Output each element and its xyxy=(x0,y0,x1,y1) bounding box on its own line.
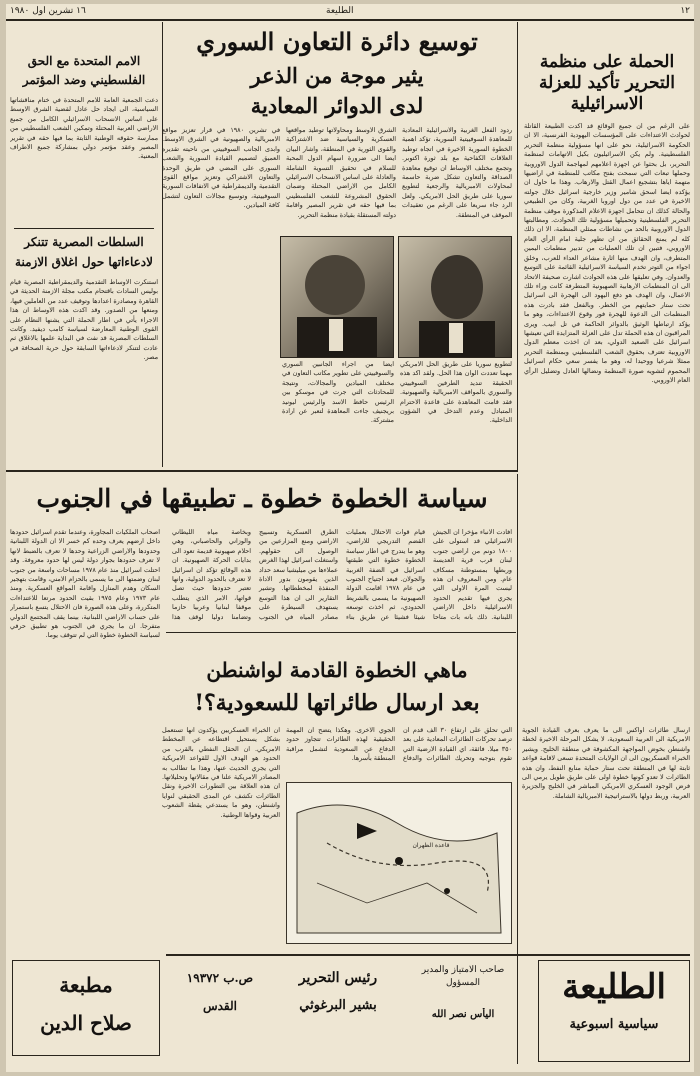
page-number: ١٢ xyxy=(680,6,690,16)
syria-ussr-caption-left: ايضا من اجراء الجانبين السوري والسوفييتي على تطوير مكاتب التعاون في مختلف الميادين والمجالات، ونتيجة للمحادثات التي جرت في موسكو بين الرئيس حافظ الاسد والرئيس ليونيد بريجنيف جاءت المعاهدة لتعبر عن ارادة مشتركة. xyxy=(282,360,394,425)
city: القدس xyxy=(202,999,237,1013)
portrait-silhouette-icon xyxy=(399,237,511,357)
editor-name: بشير البرغوثي xyxy=(299,998,377,1013)
south-lebanon-headline: سياسة الخطوة خطوة ـ تطبيقها في الجنوب xyxy=(36,484,488,513)
awacs-subheadline: بعد ارسال طائراتها للسعودية؟! xyxy=(194,690,480,716)
header-rule xyxy=(6,19,694,21)
editor-title: رئيس التحرير xyxy=(298,970,378,986)
map-drawing xyxy=(287,783,511,943)
section-rule xyxy=(166,632,516,633)
printer-title: مطبعة xyxy=(59,973,113,997)
awacs-body-right: ارسال طائرات اواكس الى ما يعرف بعرف القيادة الجوية الامريكية الى العربية السعودية، لا يشكل المرحلة الاخيرة لخطة واشنطن بخوض المواجهة المكشوفة في منطقة الخليج. ويشير الخبراء العسكريون الى ان الولايات المتحدة تسعى لاقامة قواعد ثابتة لها في المنطقة تحت ستار حماية منابع النفط، وان هذه الطائرات لا تعدو كونها خطوة اولى على طريق طويل يرمي الى فرض الوجود العسكري الامريكي المباشر في الخليج والجزيرة العربية، وربط دولها بالاستراتيجية الامبريالية الشاملة. xyxy=(522,726,690,800)
masthead-logo-subtitle: سياسية اسبوعية xyxy=(569,1017,659,1032)
printer-name: صلاح الدين xyxy=(40,1011,132,1035)
page-header xyxy=(6,4,694,18)
syria-ussr-body-col2: الشرق الاوسط ومحاولاتها توطيد مواقعها العسكرية والسياسية ضد الاشتراكية والقوى الثورية في المنطقة، واشار البيان ايضا الى ضرورة اسهام الدول المحبة للسلام في تحقيق التسوية الشاملة والعادلة على اساس الانسحاب الاسرائيلي الكامل من الاراضي المحتلة وضمان الحقوق المشروعة للشعب الفلسطيني بما فيها حقه في تقرير المصير واقامة دولته المستقلة بقيادة منظمة التحرير. xyxy=(286,126,396,219)
section-rule xyxy=(6,470,518,472)
gulf-region-map xyxy=(286,782,512,944)
map-label: قاعدة الظهران xyxy=(412,842,450,849)
un-headline: الامم المتحدة مع الحق الفلسطيني وضد المؤتمر xyxy=(22,54,146,87)
egypt-article-body: استنكرت الاوساط التقدمية والديمقراطية المصرية قيام بوليس السادات باقتحام مكتب مجلة الازمنة الحديثة في القاهرة ومصادرة اعدادها وتوقيف عدد من العاملين فيها، ومنعها من الصدور. وقد اكدت هذه الاوساط ان هذا الاجراء يأتي في اطار الحملة التي يشنها النظام على القوى الوطنية المعارضة لسياسة كامب ديفيد. وكانت السلطات المصرية قد نفت في البداية علمها بالاغلاق ثم عادت لتتنكر لادعاءاتها السابقة حول حرية الصحافة في مصر. xyxy=(10,278,158,362)
syria-ussr-body-col3: في تشرين ١٩٨٠ في قرار تعزيز مواقع الامبريالية والصهيونية في الشرق الاوسط. وابدى الجانب السوفييتي من ناحيته تقديره العميق لتصميم القيادة السورية والشعب السوري على المضي في طريق الوحدة والتعاون الاشتراكي وتعزيز مواقع القوى التقدمية والديمقراطية في الاتفاقات السورية السوفييتية، وتوسيع مجالات التعاون لتشمل كافة الميادين. xyxy=(162,126,280,210)
awacs-body-left: ان الخبراء العسكريين يؤكدون انها تستعمل بشكل يستحيل اقتطاعه عن المخطط الامريكي. ان الحقل النفطي بالقرب من الحدود هو الهدف الاول للقواعد الامريكية التي يجري الحديث عنها، وهذا ما تطالب به المصادر الامريكية علنا في مقالاتها وتحليلاتها. ان هذه العلاقة بين التطورات الاخيرة ونقل الطائرات تكشف عن المدى الحقيقي لنوايا واشنطن، وهو ما يستدعي يقظة الشعوب العربية وقواها الوطنية. xyxy=(162,726,280,819)
awacs-body-center: التي تحلق على ارتفاع ٣٠ الف قدم ان ترصد تحركات الطائرات المعادية على بعد ٣٥٠ ميلا. فائقة، اي القيادة الارضية التي تقوم بتوجيه وتحريك الطائرات والدفاع الجوي الاخرى. وهكذا يتضح ان المهمة الحقيقية لهذه الطائرات تتجاوز حدود الدفاع عن السعودية لتشمل مراقبة المنطقة بأسرها. xyxy=(286,726,512,763)
syria-ussr-body-col1: ردود الفعل الغربية والاسرائيلية المعادية للمعاهدة السوفييتية السورية، تؤكد اهمية الخطوة السورية الاخيرة في اتجاه توطيد العلاقات الكفاحية مع بلد ثورة اكتوبر. وتجمع مختلف الاوساط ان توقيع معاهدة الصداقة والتعاون تشكل ضربة حاسمة لمحاولات الامبريالية والرجعية لتطويع سوريا على طريق الحل الامريكي. ولعل الرد جاء سريعا على الرغم من تعقيدات الموقف في المنطقة. xyxy=(402,126,512,219)
footer-rule xyxy=(166,954,690,956)
po-box: ص.ب ١٩٣٧٢ xyxy=(186,971,254,985)
base-marker-icon xyxy=(395,857,403,865)
column-divider xyxy=(517,22,518,470)
far-left-article-body: اصحاب الملكيات المجاورة، وعندما تقدم اسرائيل حدودها داخل ارضهم يعرف وحده كم خسر الا ان الدولة اللبنانية وحدودها والاراضي الزراعية وحدها لا تعرف بالضبط لانها لا تعرف حدودها بجوار دولة ليس لها حدود معروفة. وقد احتلت اسرائيل منذ عام ١٩٧٨ مساحات واسعة من جنوب لبنان وضمتها الى ما يسمى بالحزام الامني، وقامت بتهجير السكان وهدم المنازل واقامة المواقع العسكرية. ومنذ عام ١٩٧٣ وعام ١٩٧٥ بقيت الحدود مرتعا للاعتداءات المتكررة، وعلى هذه الصورة فان الاحتلال يتسع باستمرار على حساب الاراضي اللبنانية، بينما يقف المجتمع الدولي متفرجا. ان ما يجري في الجنوب هو تطبيق حرفي لسياسة الخطوة خطوة التي لم تتوقف يوما. xyxy=(10,528,160,640)
syria-ussr-subhead-2: لدى الدوائر المعادية xyxy=(250,93,424,118)
un-article-body: دعت الجمعية العامة للامم المتحدة في ختام مناقشاتها السياسية، الى ايجاد حل عادل لقضية الشرق الاوسط على اساس الانسحاب الاسرائيلي الكامل من جميع الاراضي العربية المحتلة وتمكين الشعب الفلسطيني من ممارسة حقوقه الوطنية الثابتة بما فيها حقه في تقرير المصير وعقد مؤتمر دولي بمشاركة جميع الاطراف المعنية. xyxy=(10,96,158,161)
base-marker-icon xyxy=(444,888,450,894)
syria-ussr-headline: توسيع دائرة التعاون السوري xyxy=(196,27,478,56)
portrait-silhouette-icon xyxy=(281,237,393,357)
plo-article-body: على الرغم من ان جميع الوقائع قد اكدت الطبيعة القاتلة لحوادث الاعتداءات على المؤسسات اليهودية الفرنسية، الا ان الحكومة الاسرائيلية، نحو على انها مسؤولية منظمة التحرير الفلسطينية. ولم يكن الاسرائيليون بكيل الاتهامات لمنظمة التحرير، بل بحثوا عن اجهزة اعلامهم لمهاجمة الدول الاوروبية وحملها تبعات التي سمحت بفتح مكاتب للمنظمة في اراضيها متهمة اياها بتشجيع اعمال القتل والارهاب. وهذا ما حاول ان يؤكده ايضا اسحق شامير وزير خارجية اسرائيل خلال جولته الاخيرة في عدد من دول اوروبا الغربية، وكان من الطبيعي والحالة كذلك ان تتحامل اجهزة الاعلام المذكورة موقف منظمة التحرير الفلسطينية وتحميلها مسؤولية تلك الحوادث. ومطالبتها الدول الاوروبية بالحد من نشاطات ممثلي المنظمة، الا ان ذلك كله لم يمنع الحقائق من ان تظهر جلية امام الرأي العام الاوروبي، فتبين ان تلك العمليات من تدبير منظمات اليمين المتطرف، وان الهدف منها اثارة مشاعر العداء للعرب، وخلق اجواء من التوتر تخدم السياسة الاسرائيلية القائمة على التوسع والعدوان. وفي تعليقها على هذه الحوادث اشارت صحيفة الاتحاد الى ان المنظمات الارهابية الصهيونية المتطرفة كانت وراء تلك الاعمال، وان الهدف هو دفع اليهود الى الهجرة الى اسرائيل تحت ستار حمايتهم من الخطر. وبالفعل فقد بادرت هذه المنظمات الى الدعوة للهجرة فور وقوع الاعتداءات، وهو ما يؤكد ارتباطها الوثيق بالدوائر الحاكمة في تل ابيب. ويرى المراقبون ان هذه الحملة تدل على العزلة المتزايدة التي تعيشها اسرائيل على الصعيد الدولي، بعد ان اخذت معظم الدول الاوروبية تعترف بحقوق الشعب الفلسطيني وبمنظمة التحرير ممثلا شرعيا ووحيدا له، وهو ما يفسر سعي حكام اسرائيل المحموم لتشويه صورة المنظمة ونضالها العادل وتضليل الرأي العام الاوروبي. xyxy=(524,122,690,384)
awacs-headline: ماهي الخطوة القادمة لواشنطن xyxy=(206,658,468,682)
publication-name: الطليعة xyxy=(326,6,354,16)
south-lebanon-body: افادت الانباء مؤخرا ان الجيش الاسرائيلي قد استولى على ١٨٠٠ دونم من اراضي جنوب لبنان قرب قرية العديسة وربطها بمستوطنة مسكاف عام. ومن المعروف ان هذه ليست المرة الاولى التي يجري فيها تقديم الحدود الاسرائيلية داخل الاراضي اللبنانية. ذلك بانه بات متاحا قيام قوات الاحتلال بعمليات القضم التدريجي للاراضي، وهو ما يندرج في اطار سياسة الخطوة خطوة التي طبقتها اسرائيل في الضفة الغربية والجولان. فبعد اجتياح الجنوب في عام ١٩٧٨ اقامت الدولة الصهيونية ما يسمى بالشريط الحدودي، ثم اخذت توسعه شيئا فشيئا عن طريق بناء الطرق العسكرية وتسييج الاراضي ومنع المزارعين من الوصول الى حقولهم. واستغلت اسرائيل لهذا الغرض عملاءها من ميليشيا سعد حداد الذين يقومون بدور الاداة المنفذة لمخططاتها. وتشير التقارير الى ان هذا التوسع يستهدف السيطرة على مصادر المياه في الجنوب وبخاصة مياه الليطاني والوزاني والحاصباني، وهي احلام صهيونية قديمة تعود الى بدايات الحركة الصهيونية. ان هذه الوقائع تؤكد ان اسرائيل لا تعترف بالحدود الدولية، وانها تعتبر حدودها حيث تصل قواتها، الامر الذي يتطلب موقفا لبنانيا وعربيا حازما وتضامنا دوليا لوقف هذا xyxy=(172,528,512,621)
plo-headline: الحملة على منظمة التحرير تأكيد للعزلة الاسرائيلية xyxy=(538,52,676,114)
syria-ussr-subhead-1: يثير موجة من الذعر xyxy=(250,63,424,88)
newspaper-page xyxy=(6,4,694,1072)
issue-date: ١٦ تشرين اول ١٩٨٠ xyxy=(10,6,86,16)
syria-ussr-caption-right: لتطويع سوريا على طريق الحل الامريكي مهما تعددت الوان هذا الحل. ولقد اكد هذه الحقيقة تنديد الطرفين السوفييتي والسوري بالمواقف الامبريالية والصهيونية. فقد قامت المعاهدة على قاعدة الاحترام المتبادل وعدم التدخل في الشؤون الداخلية. xyxy=(400,360,512,425)
printer-box xyxy=(12,960,160,1056)
masthead-box xyxy=(538,960,690,1062)
story-separator xyxy=(14,228,154,229)
owner-title: صاحب الامتياز والمدير المسؤول xyxy=(421,965,505,988)
egypt-headline: السلطات المصرية تتنكر لادعاءاتها حول اغلاق الازمنة xyxy=(15,235,153,269)
portrait-photo-brezhnev xyxy=(280,236,394,358)
masthead-logo-title: الطليعة xyxy=(562,967,666,1007)
owner-name: اليأس نصر الله xyxy=(431,1009,495,1020)
portrait-photo-assad xyxy=(398,236,512,358)
